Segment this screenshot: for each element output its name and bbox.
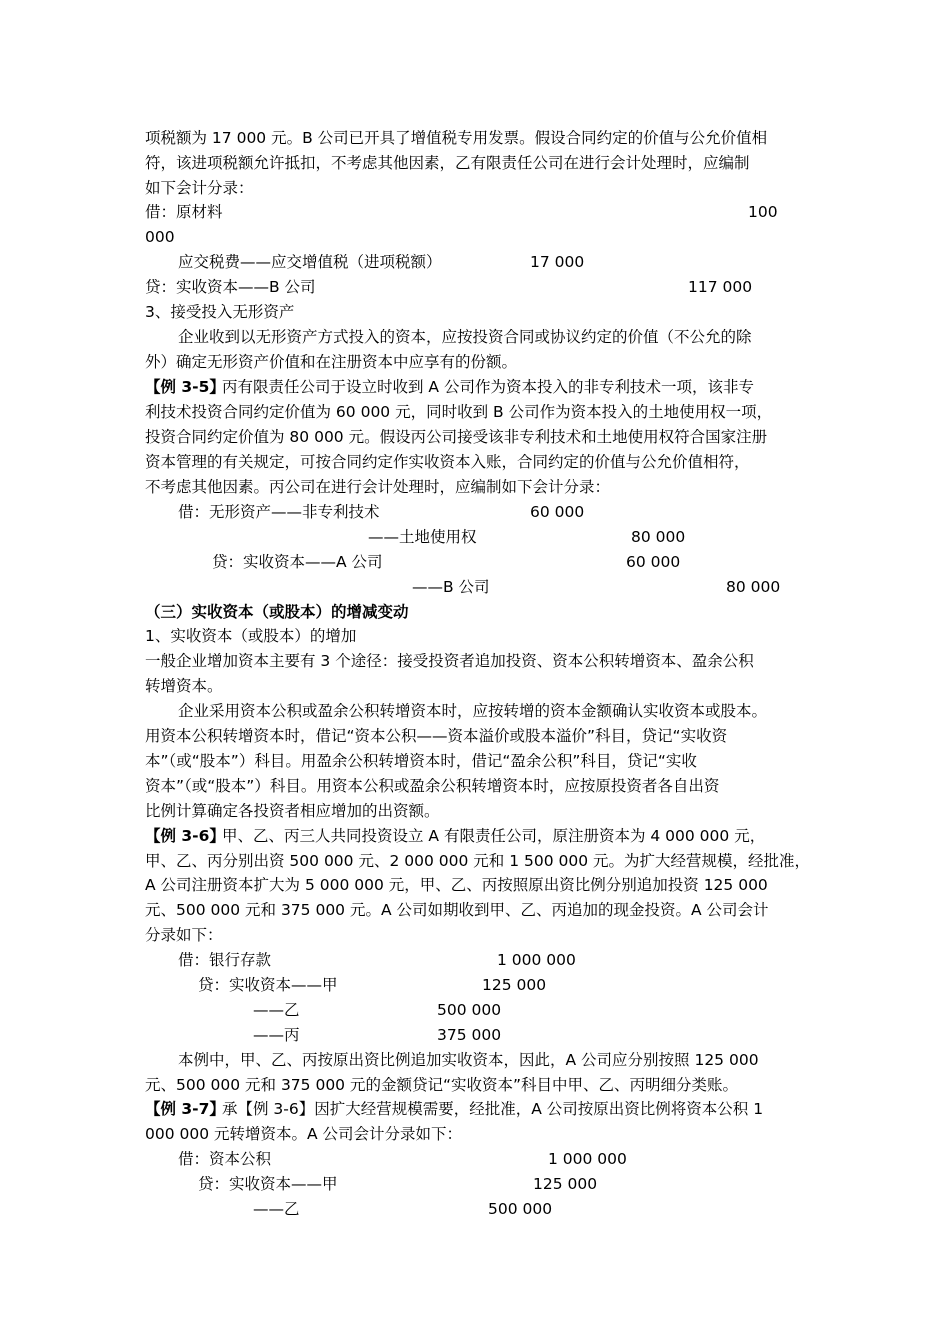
section-heading: （三）实收资本（或股本）的增减变动 (145, 603, 409, 621)
journal-credit-account: ——乙 (253, 1200, 300, 1218)
paragraph-line: 比例计算确定各投资者相应增加的出资额。 (145, 802, 440, 820)
journal-amount: 100 (748, 203, 778, 221)
paragraph-line: 本例中，甲、乙、丙按原出资比例追加实收资本，因此，A 公司应分别按照 125 000 (178, 1051, 759, 1069)
paragraph-line: 用资本公积转增资本时，借记“资本公积——资本溢价或股本溢价”科目，贷记“实收资 (145, 727, 728, 745)
journal-credit-account: ——乙 (253, 1001, 300, 1019)
journal-amount: 60 000 (530, 503, 585, 521)
paragraph-line: 000 000 元转增资本。A 公司会计分录如下： (145, 1125, 463, 1143)
journal-amount: 1 000 000 (497, 951, 576, 969)
journal-credit-account: 贷：实收资本——甲 (198, 976, 338, 994)
journal-amount: 500 000 (488, 1200, 553, 1218)
paragraph-line: 资本”（或“股本”）科目。用资本公积或盈余公积转增资本时，应按原投资者各自出资 (145, 777, 720, 795)
journal-amount: 125 000 (533, 1175, 598, 1193)
journal-amount: 500 000 (437, 1001, 502, 1019)
paragraph-line: A 公司注册资本扩大为 5 000 000 元，甲、乙、丙按照原出资比例分别追加投资 125 000 (145, 876, 768, 894)
journal-amount: 375 000 (437, 1026, 502, 1044)
paragraph-line: 分录如下： (145, 926, 223, 944)
journal-credit-account: ——丙 (253, 1026, 300, 1044)
journal-credit-account: 贷：实收资本——甲 (198, 1175, 338, 1193)
example-label: 【例 3-7】 (145, 1100, 225, 1118)
section-heading: 1、实收资本（或股本）的增加 (145, 627, 357, 645)
paragraph-line: 丙有限责任公司于设立时收到 A 公司作为资本投入的非专利技术一项，该非专 (222, 378, 754, 396)
paragraph-line: 如下会计分录： (145, 179, 254, 197)
paragraph-line: 企业采用资本公积或盈余公积转增资本时，应按转增的资本金额确认实收资本或股本。 (178, 702, 768, 720)
journal-debit-account: 应交税费——应交增值税（进项税额） (178, 253, 442, 271)
paragraph-line: 投资合同约定价值为 80 000 元。假设丙公司接受该非专利技术和土地使用权符合国家注册 (145, 428, 768, 446)
example-label: 【例 3-5】 (145, 378, 225, 396)
paragraph-line: 本”（或“股本”）科目。用盈余公积转增资本时，借记“盈余公积”科目，贷记“实收 (145, 752, 697, 770)
journal-debit-account: 借：无形资产——非专利技术 (178, 503, 380, 521)
journal-amount: 17 000 (530, 253, 585, 271)
journal-amount: 80 000 (631, 528, 686, 546)
paragraph-line: 转增资本。 (145, 677, 223, 695)
journal-debit-account: 借：原材料 (145, 203, 223, 221)
paragraph-line: 甲、乙、丙三人共同投资设立 A 有限责任公司，原注册资本为 4 000 000 元， (222, 827, 766, 845)
paragraph-line: 项税额为 17 000 元。B 公司已开具了增值税专用发票。假设合同约定的价值与公允价值相 (145, 129, 768, 147)
journal-amount: 60 000 (626, 553, 681, 571)
paragraph-line: 外）确定无形资产价值和在注册资本中应享有的份额。 (145, 353, 518, 371)
journal-credit-account: 贷：实收资本——A 公司 (212, 553, 383, 571)
journal-amount: 000 (145, 228, 175, 246)
paragraph-line: 一般企业增加资本主要有 3 个途径：接受投资者追加投资、资本公积转增资本、盈余公积 (145, 652, 754, 670)
journal-debit-account: 借：资本公积 (178, 1150, 272, 1168)
paragraph-line: 元、500 000 元和 375 000 元的金额贷记“实收资本”科目中甲、乙、丙明细分类账。 (145, 1076, 739, 1094)
journal-debit-account: ——土地使用权 (368, 528, 477, 546)
journal-amount: 80 000 (726, 578, 781, 596)
journal-credit-account: ——B 公司 (412, 578, 490, 596)
paragraph-line: 企业收到以无形资产方式投入的资本，应按投资合同或协议约定的价值（不公允的除 (178, 328, 752, 346)
paragraph-line: 甲、乙、丙分别出资 500 000 元、2 000 000 元和 1 500 000 元。为扩大经营规模，经批准， (145, 852, 811, 870)
paragraph-line: 资本管理的有关规定，可按合同约定作实收资本入账，合同约定的价值与公允价值相符， (145, 453, 750, 471)
journal-credit-account: 贷：实收资本——B 公司 (145, 278, 316, 296)
paragraph-line: 元、500 000 元和 375 000 元。A 公司如期收到甲、乙、丙追加的现金投资。A 公司会计 (145, 901, 769, 919)
journal-debit-account: 借：银行存款 (178, 951, 272, 969)
paragraph-line: 承【例 3-6】因扩大经营规模需要，经批准，A 公司按原出资比例将资本公积 1 (222, 1100, 764, 1118)
journal-amount: 1 000 000 (548, 1150, 627, 1168)
paragraph-line: 利技术投资合同约定价值为 60 000 元，同时收到 B 公司作为资本投入的土地使用权一项， (145, 403, 773, 421)
journal-amount: 125 000 (482, 976, 547, 994)
journal-amount: 117 000 (688, 278, 753, 296)
paragraph-line: 符，该进项税额允许抵扣，不考虑其他因素，乙有限责任公司在进行会计处理时，应编制 (145, 154, 750, 172)
paragraph-line: 不考虑其他因素。丙公司在进行会计处理时，应编制如下会计分录： (145, 478, 611, 496)
example-label: 【例 3-6】 (145, 827, 225, 845)
section-heading: 3、接受投入无形资产 (145, 303, 295, 321)
